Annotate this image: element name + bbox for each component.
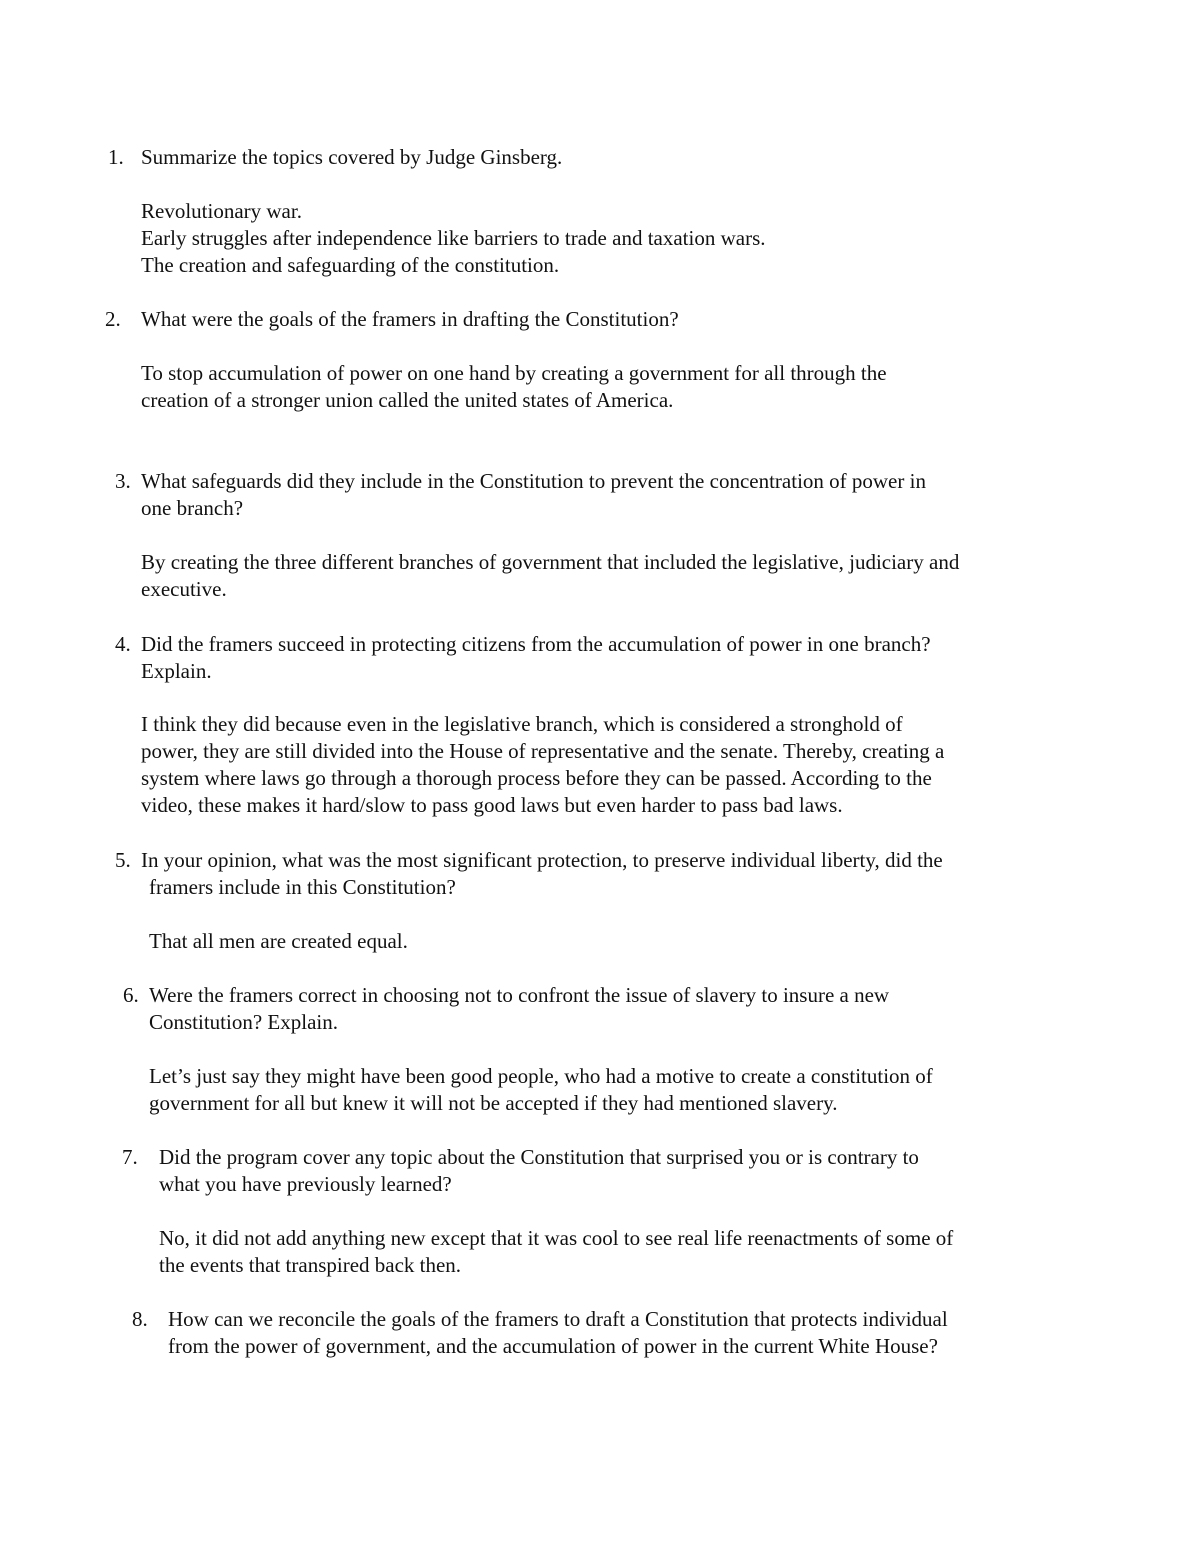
question-line: what you have previously learned? (159, 1172, 452, 1196)
question-line: framers include in this Constitution? (149, 875, 456, 899)
answer-line: video, these makes it hard/slow to pass good laws but even harder to pass bad laws. (141, 793, 843, 817)
question-line: Did the framers succeed in protecting citizens from the accumulation of power in one branch? (141, 632, 931, 656)
question-number: 7. (122, 1145, 138, 1169)
question-number: 2. (105, 307, 121, 331)
answer-text (141, 198, 1081, 279)
answer-line: To stop accumulation of power on one hand by creating a government for all through the (141, 361, 887, 385)
answer-line: That all men are created equal. (149, 929, 408, 953)
question-line: Summarize the topics covered by Judge Ginsberg. (141, 145, 563, 169)
question-line: What were the goals of the framers in drafting the Constitution? (141, 307, 679, 331)
answer-line: I think they did because even in the legislative branch, which is considered a stronghold of (141, 712, 903, 736)
question-text (168, 1306, 1108, 1360)
question-number: 6. (123, 983, 139, 1007)
question-line: What safeguards did they include in the Constitution to prevent the concentration of power in (141, 469, 926, 493)
answer-line: Let’s just say they might have been good people, who had a motive to create a constitution of (149, 1064, 933, 1088)
answer-line: power, they are still divided into the House of representative and the senate. Thereby, creating a (141, 739, 945, 763)
answer-line: the events that transpired back then. (159, 1253, 462, 1277)
question-number: 1. (108, 145, 124, 169)
answer-text (141, 711, 1081, 819)
question-line: Explain. (141, 659, 212, 683)
question-number: 5. (115, 848, 131, 872)
answer-line: system where laws go through a thorough process before they can be passed. According to the (141, 766, 932, 790)
question-number: 3. (115, 469, 131, 493)
answer-text (149, 1063, 1089, 1117)
answer-line: Early struggles after independence like barriers to trade and taxation wars. (141, 226, 766, 250)
question-line: one branch? (141, 496, 244, 520)
answer-line: government for all but knew it will not be accepted if they had mentioned slavery. (149, 1091, 838, 1115)
question-line: In your opinion, what was the most significant protection, to preserve individual liberty, did the (141, 848, 943, 872)
question-line: from the power of government, and the accumulation of power in the current White House? (168, 1334, 938, 1358)
question-text (159, 1144, 1099, 1198)
question-number: 8. (132, 1307, 148, 1331)
question-line: Were the framers correct in choosing not to confront the issue of slavery to insure a new (149, 983, 890, 1007)
question-line: How can we reconcile the goals of the framers to draft a Constitution that protects individual (168, 1307, 948, 1331)
question-text (141, 144, 1081, 171)
answer-text (149, 928, 1089, 955)
question-number: 4. (115, 632, 131, 656)
answer-text (159, 1225, 1099, 1279)
question-text (141, 306, 1081, 333)
answer-line: Revolutionary war. (141, 199, 302, 223)
answer-line: executive. (141, 577, 227, 601)
question-text (149, 982, 1089, 1036)
answer-line: By creating the three different branches of government that included the legislative, judiciary and (141, 550, 960, 574)
answer-text (141, 549, 1081, 603)
answer-line: The creation and safeguarding of the constitution. (141, 253, 560, 277)
question-text (141, 847, 1081, 901)
answer-line: No, it did not add anything new except that it was cool to see real life reenactments of some of (159, 1226, 954, 1250)
answer-text (141, 360, 1081, 414)
question-line: Did the program cover any topic about the Constitution that surprised you or is contrary to (159, 1145, 919, 1169)
question-text (141, 631, 1081, 685)
answer-line: creation of a stronger union called the united states of America. (141, 388, 674, 412)
question-line: Constitution? Explain. (149, 1010, 338, 1034)
question-text (141, 468, 1081, 522)
